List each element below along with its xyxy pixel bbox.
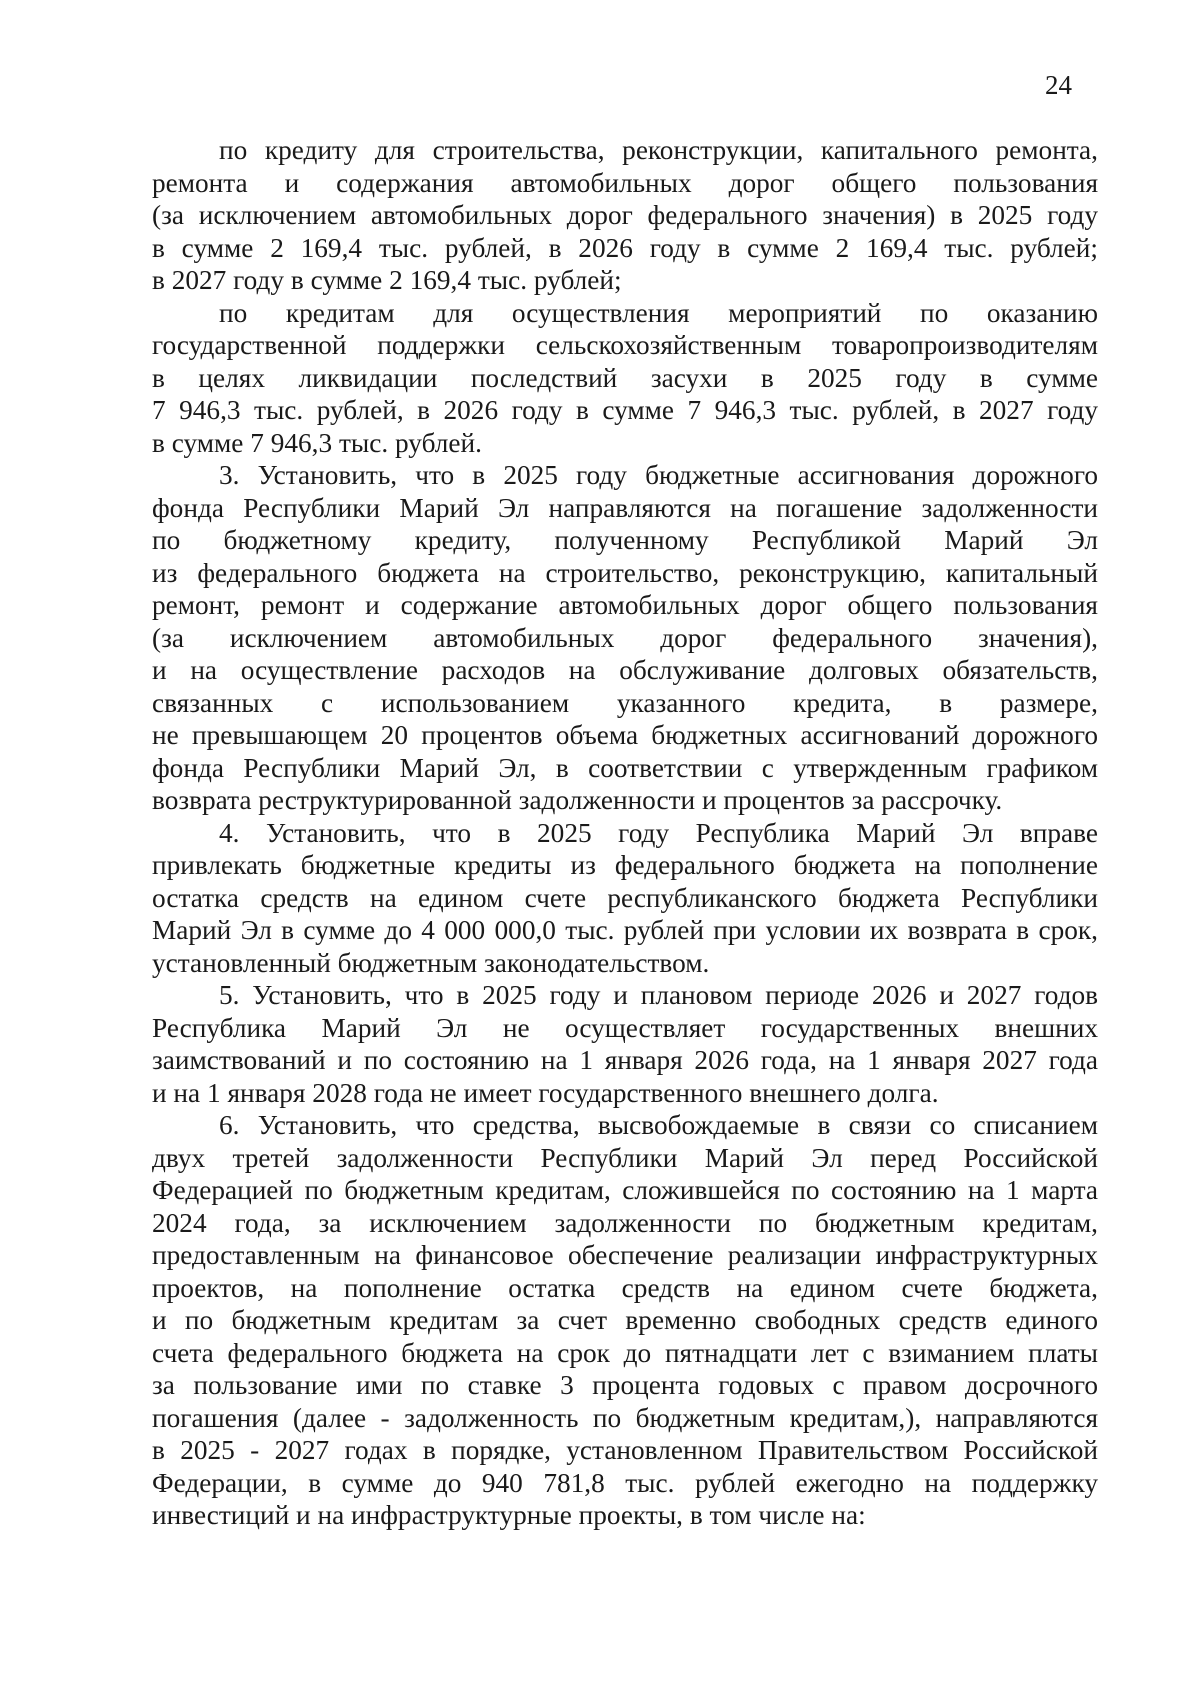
text-line: в целях ликвидации последствий засухи в 2025 году в сумме: [152, 362, 1098, 393]
document-body: [152, 134, 1098, 1532]
text-line: 2024 года, за исключением задолженности по бюджетным кредитам,: [152, 1207, 1098, 1238]
text-line: из федерального бюджета на строительство, реконструкцию, капитальный: [152, 557, 1098, 588]
text-line: по кредитам для осуществления мероприятий по оказанию: [219, 297, 1098, 328]
text-line: ремонт, ремонт и содержание автомобильных дорог общего пользования: [152, 590, 1098, 620]
text-line: установленный бюджетным законодательством.: [152, 947, 710, 978]
paragraph-item-3: [152, 459, 1098, 817]
text-line: фонда Республики Марий Эл направляются на погашение задолженности: [152, 492, 1098, 523]
text-line: (за исключением автомобильных дорог федерального значения) в 2025 году: [152, 200, 1098, 230]
text-line: в 2027 году в сумме 2 169,4 тыс. рублей;: [152, 265, 622, 295]
text-line: по бюджетному кредиту, полученному Республикой Марий Эл: [152, 525, 1098, 555]
text-line: 7 946,3 тыс. рублей, в 2026 году в сумме 7 946,3 тыс. рублей, в 2027 году: [152, 395, 1098, 425]
text-line: счета федерального бюджета на срок до пятнадцати лет с взиманием платы: [152, 1337, 1098, 1368]
text-line: Республика Марий Эл не осуществляет государственных внешних: [152, 1012, 1098, 1043]
text-line: и на 1 января 2028 года не имеет государственного внешнего долга.: [152, 1077, 939, 1108]
text-line: за пользование ими по ставке 3 процента годовых с правом досрочного: [152, 1370, 1098, 1400]
text-line: фонда Республики Марий Эл, в соответствии с утвержденным графиком: [152, 752, 1098, 783]
text-line: ремонта и содержания автомобильных дорог общего пользования: [152, 167, 1098, 198]
text-line: 6. Установить, что средства, высвобождаемые в связи со списанием: [219, 1110, 1098, 1140]
text-line: заимствований и по состоянию на 1 января 2026 года, на 1 января 2027 года: [152, 1045, 1098, 1075]
text-line: остатка средств на едином счете республиканского бюджета Республики: [152, 882, 1098, 913]
text-line: 5. Установить, что в 2025 году и плановом периоде 2026 и 2027 годов: [219, 980, 1098, 1010]
text-line: возврата реструктурированной задолженности и процентов за рассрочку.: [152, 785, 1003, 815]
text-line: государственной поддержки сельскохозяйственным товаропроизводителям: [152, 330, 1098, 360]
text-line: связанных с использованием указанного кредита, в размере,: [152, 687, 1098, 718]
text-line: в 2025 - 2027 годах в порядке, установленном Правительством Российской: [152, 1435, 1098, 1465]
text-line: в сумме 7 946,3 тыс. рублей.: [152, 427, 482, 458]
paragraph-item-4: [152, 817, 1098, 980]
text-line: Федерации, в сумме до 940 781,8 тыс. рублей ежегодно на поддержку: [152, 1467, 1098, 1498]
text-line: по кредиту для строительства, реконструкции, капитального ремонта,: [219, 135, 1098, 165]
text-line: 3. Установить, что в 2025 году бюджетные ассигнования дорожного: [219, 460, 1098, 490]
text-line: в сумме 2 169,4 тыс. рублей, в 2026 году в сумме 2 169,4 тыс. рублей;: [152, 232, 1098, 263]
paragraph-item-5: [152, 979, 1098, 1109]
text-line: 4. Установить, что в 2025 году Республика Марий Эл вправе: [219, 817, 1098, 848]
text-line: Марий Эл в сумме до 4 000 000,0 тыс. рублей при условии их возврата в срок,: [152, 915, 1098, 945]
page-number: 24: [1045, 70, 1072, 100]
text-line: привлекать бюджетные кредиты из федерального бюджета на пополнение: [152, 850, 1098, 880]
text-line: и по бюджетным кредитам за счет временно свободных средств единого: [152, 1305, 1098, 1335]
paragraph-item-6: [152, 1109, 1098, 1532]
text-line: двух третей задолженности Республики Марий Эл перед Российской: [152, 1142, 1098, 1173]
text-line: Федерацией по бюджетным кредитам, сложившейся по состоянию на 1 марта: [152, 1175, 1098, 1205]
text-line: (за исключением автомобильных дорог федерального значения),: [152, 622, 1098, 653]
text-line: не превышающем 20 процентов объема бюджетных ассигнований дорожного: [152, 720, 1098, 750]
text-line: погашения (далее - задолженность по бюджетным кредитам,), направляются: [152, 1402, 1098, 1433]
text-line: проектов, на пополнение остатка средств на едином счете бюджета,: [152, 1272, 1098, 1303]
text-line: предоставленным на финансовое обеспечение реализации инфраструктурных: [152, 1240, 1098, 1270]
text-line: инвестиций и на инфраструктурные проекты, в том числе на:: [152, 1500, 866, 1530]
paragraph-credit-roads: [152, 134, 1098, 297]
paragraph-credit-drought: [152, 297, 1098, 460]
text-line: и на осуществление расходов на обслуживание долговых обязательств,: [152, 655, 1098, 685]
